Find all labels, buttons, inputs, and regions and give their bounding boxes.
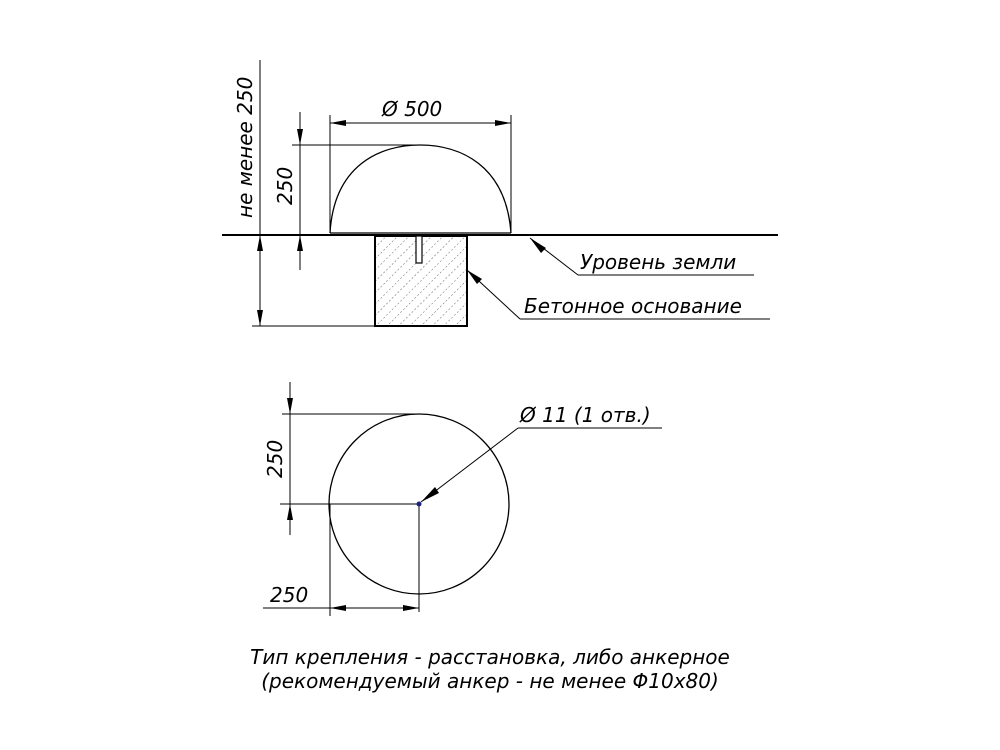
dome-outline [330, 145, 511, 233]
radius-v-label: 250 [263, 439, 287, 478]
arrow-icon [330, 120, 346, 126]
diameter-label: Ø 500 [382, 97, 443, 121]
arrow-icon [530, 238, 546, 253]
side-view [222, 60, 778, 326]
anchor-slot [416, 236, 422, 263]
arrow-icon [495, 120, 511, 126]
min-depth-label: не менее 250 [233, 76, 257, 218]
notes [250, 645, 730, 693]
arrow-icon [330, 605, 346, 611]
arrow-icon [297, 235, 303, 251]
arrow-icon [257, 235, 263, 251]
arrow-icon [287, 504, 293, 520]
note-line-1: Тип крепления - расстановка, либо анкерное [250, 645, 730, 669]
base-label: Бетонное основание [524, 294, 742, 318]
top-view [263, 382, 662, 616]
arrow-icon [257, 310, 263, 326]
arrow-icon [297, 129, 303, 145]
ground-label: Уровень земли [580, 250, 737, 274]
hole-label: Ø 11 (1 отв.) [520, 403, 651, 427]
arrow-icon [403, 605, 419, 611]
arrow-icon [421, 487, 439, 502]
arrow-icon [287, 398, 293, 414]
note-line-2: (рекомендуемый анкер - не менее Φ10х80) [261, 669, 719, 693]
radius-h-label: 250 [270, 583, 309, 607]
height-label: 250 [273, 166, 297, 205]
hole-center [417, 502, 422, 507]
